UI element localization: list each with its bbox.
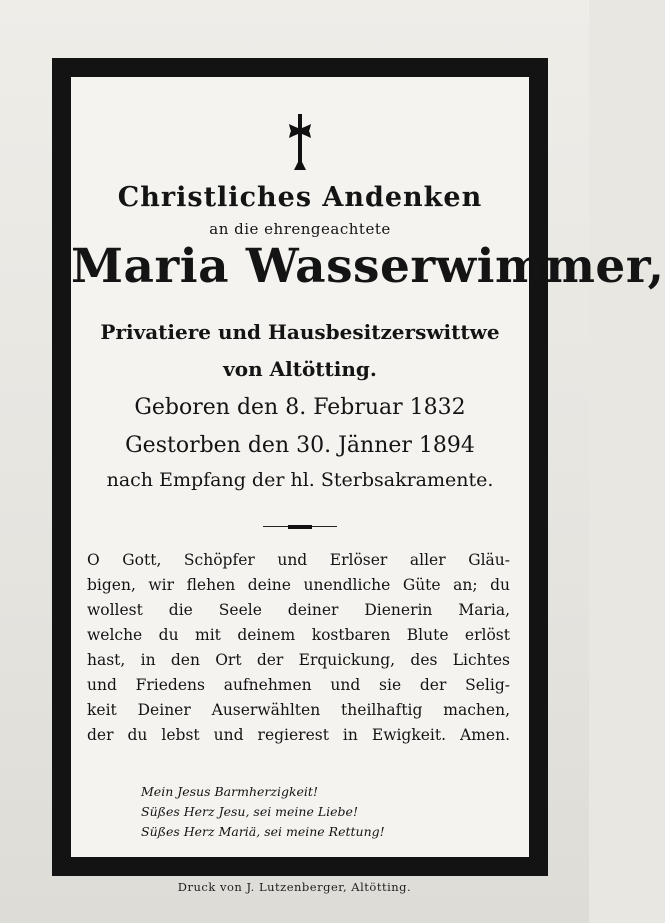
invocation-line: Mein Jesus Barmherzigkeit! bbox=[141, 784, 318, 799]
divider-bar bbox=[288, 525, 312, 529]
occupation-line: Privatiere und Hausbesitzerswittwe bbox=[100, 320, 500, 344]
place-line: von Altötting. bbox=[223, 357, 377, 381]
birth-date: Geboren den 8. Februar 1832 bbox=[134, 395, 466, 420]
deceased-name: Maria Wasserwimmer, bbox=[71, 239, 665, 294]
mourning-border bbox=[52, 58, 665, 876]
death-date: Gestorben den 30. Jänner 1894 bbox=[125, 433, 475, 458]
prayer-line: O Gott, Schöpfer und Erlöser aller Gläu- bbox=[87, 551, 510, 569]
prayer-line: wollest die Seele deiner Dienerin Maria, bbox=[87, 601, 510, 619]
prayer-line: hast, in den Ort der Erquickung, des Lichtes bbox=[87, 651, 510, 669]
prayer-line: der du lebst und regierest in Ewigkeit. Amen. bbox=[87, 726, 510, 744]
prayer-line: keit Deiner Auserwählten theilhaftig machen, bbox=[87, 701, 510, 719]
invocations bbox=[141, 782, 385, 842]
ornamental-divider bbox=[263, 523, 337, 531]
invocation-line: Süßes Herz Jesu, sei meine Liebe! bbox=[141, 804, 358, 819]
dedication-subtitle: an die ehrengeachtete bbox=[209, 220, 391, 238]
cross-icon bbox=[285, 114, 315, 170]
sacraments-line: nach Empfang der hl. Sterbsakramente. bbox=[106, 469, 494, 491]
prayer-line: welche du mit deinem kostbaren Blute erlöst bbox=[87, 626, 510, 644]
card-title: Christliches Andenken bbox=[117, 182, 483, 213]
prayer-line: bigen, wir flehen deine unendliche Güte an; du bbox=[87, 576, 510, 594]
card-content bbox=[71, 77, 665, 857]
invocation-line: Süßes Herz Mariä, sei meine Rettung! bbox=[141, 824, 385, 839]
printer-imprint: Druck von J. Lutzenberger, Altötting. bbox=[177, 880, 412, 894]
prayer-line: und Friedens aufnehmen und sie der Selig- bbox=[87, 676, 510, 694]
prayer-text bbox=[87, 548, 510, 748]
